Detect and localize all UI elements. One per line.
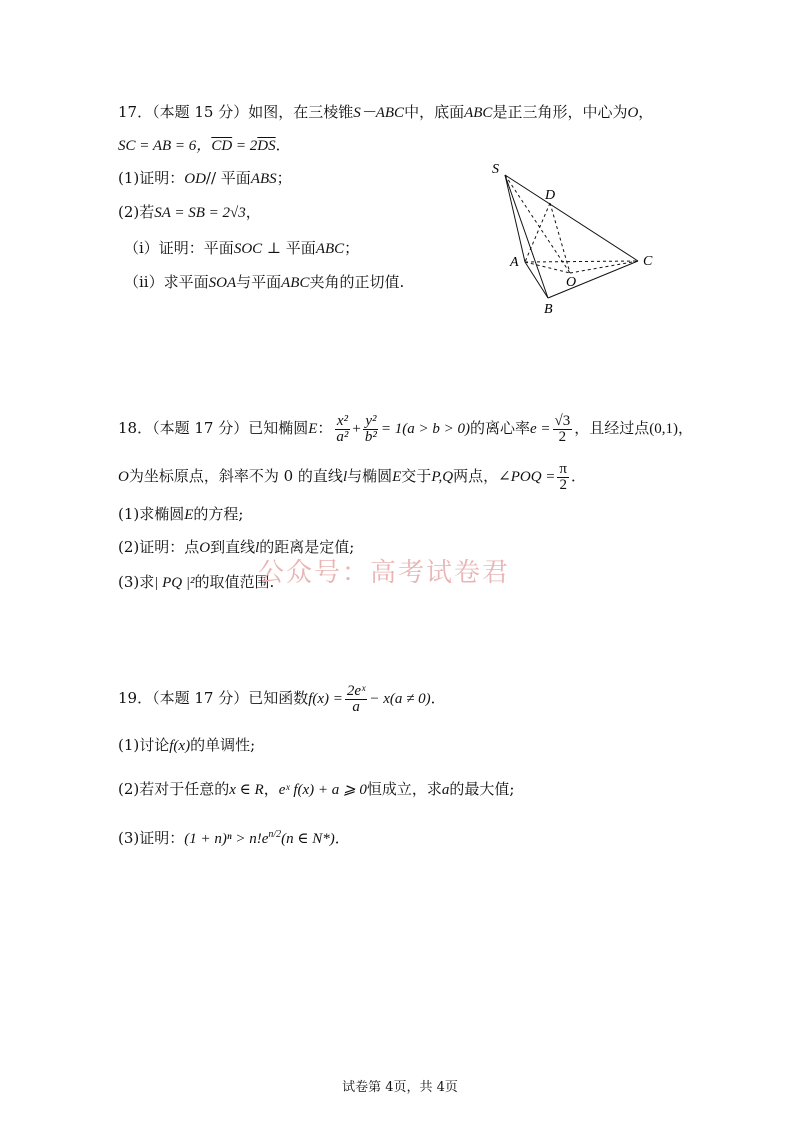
q17-text: (2)若 xyxy=(118,203,155,221)
q18-math: = 1(a > b > 0) xyxy=(380,421,470,437)
page-footer: 试卷第 4页，共 4页 xyxy=(342,1080,458,1095)
q17-text: (1)证明： xyxy=(118,169,185,187)
q18-math: E xyxy=(392,469,402,485)
label-o: O xyxy=(566,275,577,290)
edge-sa xyxy=(505,175,525,262)
q19-math: f(x) = xyxy=(308,691,343,707)
q17-text: // 平面 xyxy=(205,169,251,187)
q18-math: P,Q xyxy=(431,469,454,485)
fraction-numerator: √3 xyxy=(554,412,571,429)
q19-math: − x(a ≠ 0) xyxy=(369,691,431,707)
fraction-denominator: 2 xyxy=(559,476,567,493)
q18-math: O xyxy=(199,540,211,556)
fraction-numerator: π xyxy=(559,460,567,477)
q19-part3 xyxy=(118,823,350,851)
q18-text: 两点， xyxy=(453,467,499,485)
q18-line1 xyxy=(118,410,693,447)
q17-text: ； xyxy=(276,169,292,187)
fraction-denominator: a xyxy=(352,698,360,715)
vector-cd: $\overline{CD}$ xyxy=(211,138,233,154)
q19-math: eˣ f(x) + a ⩾ 0 xyxy=(278,782,367,798)
edge-ac-hidden xyxy=(525,261,638,262)
q19-text: 的单调性; xyxy=(190,736,256,754)
q18-math: + xyxy=(352,421,361,437)
fraction-denominator: b² xyxy=(364,428,377,445)
q17-math: SC = AB = 6， xyxy=(118,138,212,154)
q19-text: (3)证明： xyxy=(118,829,185,847)
label-s: S xyxy=(492,162,499,177)
q18-math: ∠POQ = xyxy=(498,469,556,485)
q17-text: （i）证明：平面 xyxy=(124,239,234,257)
pyramid-figure xyxy=(480,155,670,320)
fraction-numerator: 2eˣ xyxy=(346,682,366,699)
q19-part1 xyxy=(118,733,255,758)
q17-part1 xyxy=(118,166,292,191)
q17-math: SOA xyxy=(208,275,237,291)
fraction-pi-2 xyxy=(557,462,569,493)
q18-text: ，且经过点 xyxy=(574,419,650,437)
q18-text: (1)求椭圆 xyxy=(118,505,185,523)
fraction-denominator: 2 xyxy=(558,428,567,445)
q18-text: 的方程; xyxy=(193,505,244,523)
q18-math: E xyxy=(184,507,194,523)
edge-ab xyxy=(525,262,548,298)
q17-text: （ii）求平面 xyxy=(124,273,209,291)
q19-text: (2)若对于任意的 xyxy=(118,780,230,798)
q18-math: l xyxy=(342,469,348,485)
q17-text: ， xyxy=(638,103,654,121)
q17-text: ⊥ 平面 xyxy=(262,239,316,257)
q19-text: 的最大值; xyxy=(449,780,515,798)
q19-math: (n ∈ N*) xyxy=(281,831,335,847)
q18-text: 已知椭圆 xyxy=(248,419,309,437)
q18-text: ． xyxy=(571,467,587,485)
q17-math: = 2 xyxy=(232,138,258,154)
label-c: C xyxy=(643,254,653,269)
q19-math: x ∈ R xyxy=(229,782,264,798)
q17-score: （本题 15 分） xyxy=(152,103,249,121)
segment-do xyxy=(550,203,570,273)
q17-math: O xyxy=(627,105,639,121)
q19-math: f(x) xyxy=(169,738,191,754)
fraction-numerator: y² xyxy=(365,412,377,429)
q18-math: l xyxy=(255,540,260,556)
q17-part2 xyxy=(118,200,261,225)
q17-line2 xyxy=(118,133,291,158)
q17-line1 xyxy=(118,100,653,125)
q18-math: O xyxy=(118,469,129,485)
fraction-denominator: a² xyxy=(336,428,349,445)
label-d: D xyxy=(545,188,556,203)
q17-math: S－ABC xyxy=(353,105,405,121)
fraction-x2-a2 xyxy=(334,414,350,445)
q19-text: (1)讨论 xyxy=(118,736,170,754)
label-b: B xyxy=(544,302,553,317)
q18-score: （本题 17 分） xyxy=(152,419,249,437)
q19-text: ． xyxy=(334,829,350,847)
edge-sb xyxy=(505,175,548,298)
q18-text: 的取值范围. xyxy=(194,573,275,591)
q18-text: 交于 xyxy=(401,467,432,485)
q18-math: | PQ |² xyxy=(154,575,195,591)
q17-text: 中，底面 xyxy=(404,103,465,121)
q17-math: SA = SB = 2√3 xyxy=(154,205,246,221)
q18-part1 xyxy=(118,502,243,527)
edge-sc xyxy=(505,175,638,261)
segment-da xyxy=(525,203,550,262)
q19-part2 xyxy=(118,777,514,802)
q18-math: E xyxy=(308,421,318,437)
q17-part2-ii xyxy=(124,270,404,295)
q17-math: ABC xyxy=(315,241,345,257)
q19-text: 恒成立，求 xyxy=(366,780,442,798)
q18-text: (2)证明：点 xyxy=(118,538,200,556)
q17-math: SOC xyxy=(233,241,263,257)
vector-ds: $\overline{DS}$ xyxy=(257,138,276,154)
fraction-y2-b2 xyxy=(363,414,379,445)
q17-math: OD xyxy=(184,171,206,187)
q18-part3 xyxy=(118,570,274,595)
q19-number: 19． xyxy=(118,689,153,707)
q18-text: (3)求 xyxy=(118,573,155,591)
q17-text: 如图，在三棱锥 xyxy=(248,103,354,121)
segment-oc xyxy=(570,261,638,273)
q18-line2 xyxy=(118,458,586,495)
q19-score: （本题 17 分） xyxy=(152,689,249,707)
q18-math: (0,1) xyxy=(649,421,679,437)
q17-text: ； xyxy=(344,239,360,257)
q18-text: 的距离是定值; xyxy=(259,538,355,556)
exponent-n-over-2: n/2 xyxy=(268,829,282,840)
label-a: A xyxy=(510,255,519,270)
q18-text: ： xyxy=(317,419,333,437)
q19-text: ． xyxy=(430,689,446,707)
q17-part2-i xyxy=(124,236,359,261)
q19-math: a xyxy=(441,782,450,798)
fraction-numerator: x² xyxy=(336,412,348,429)
edge-bc xyxy=(548,261,638,298)
q18-text: 的离心率 xyxy=(470,419,531,437)
q17-text: ， xyxy=(245,203,261,221)
q19-line1 xyxy=(118,680,446,717)
q17-math: ABC xyxy=(464,105,493,121)
q19-math: (1 + n)ⁿ > n!e xyxy=(184,831,269,847)
q18-math: e = xyxy=(530,421,551,437)
q18-text: 与椭圆 xyxy=(347,467,393,485)
q18-text: ， xyxy=(678,419,694,437)
q19-text: 已知函数 xyxy=(248,689,309,707)
q18-number: 18． xyxy=(118,419,153,437)
q18-text: 到直线 xyxy=(210,538,256,556)
q17-text: 夹角的正切值. xyxy=(309,273,405,291)
q17-number: 17． xyxy=(118,103,153,121)
q19-text: ， xyxy=(263,780,279,798)
q17-text: 与平面 xyxy=(236,273,282,291)
q17-text: 是正三角形，中心为 xyxy=(492,103,628,121)
q18-text: 为坐标原点，斜率不为 0 的直线 xyxy=(128,467,343,485)
watermark: 公众号：高考试卷君 xyxy=(258,558,511,588)
q17-text: ． xyxy=(275,136,291,154)
segment-ao xyxy=(525,262,570,273)
fraction-2ex-a xyxy=(345,684,367,715)
q17-math: ABC xyxy=(281,275,310,291)
fraction-sqrt3-2 xyxy=(553,414,573,445)
q17-math: ABS xyxy=(250,171,277,187)
